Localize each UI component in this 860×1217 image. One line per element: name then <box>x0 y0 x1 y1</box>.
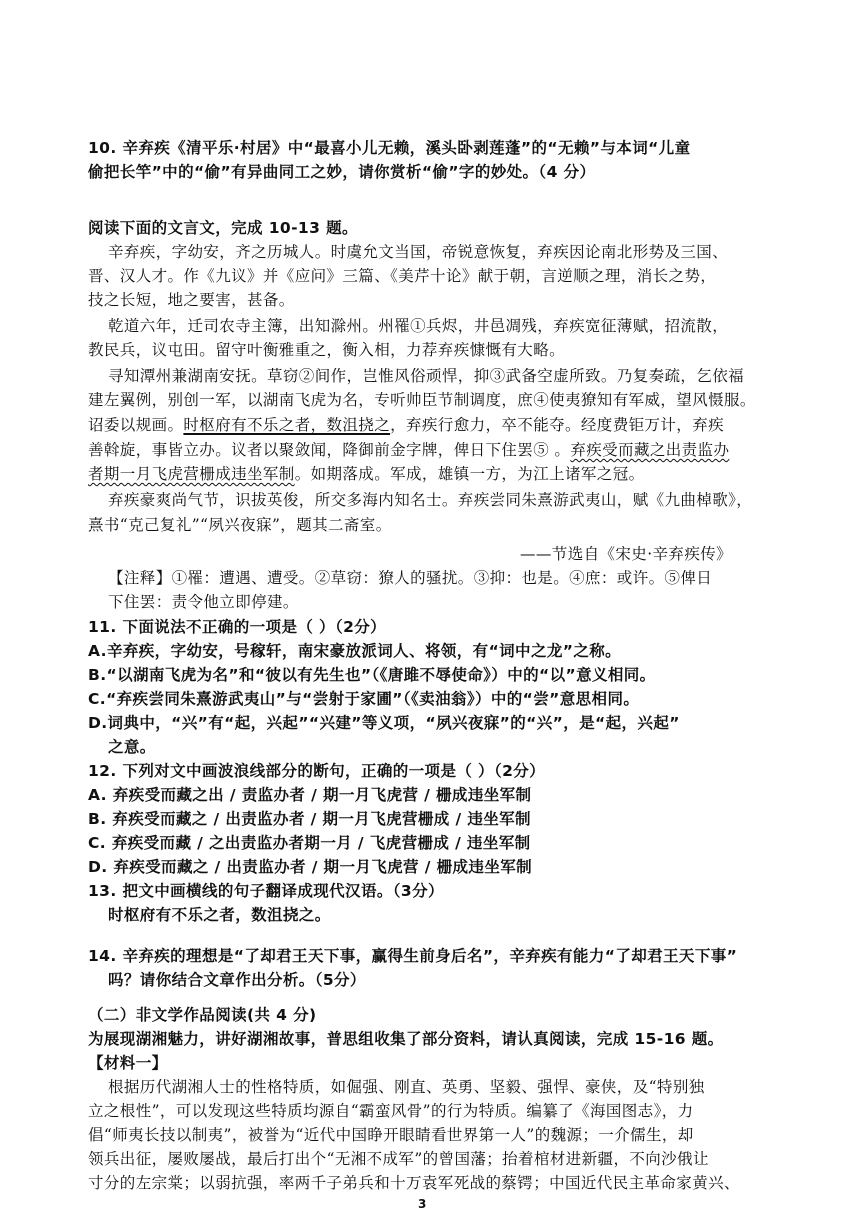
passage-p1-line1: 辛弃疾，字幼安，齐之历城人。时虞允文当国，帝锐意恢复，弃疾因论南北形势及三国、 <box>108 243 729 261</box>
underlined-sentence: 时枢府有不乐之者，数沮挠之 <box>183 416 391 434</box>
passage-p1-line2: 晋、汉人才。作《九议》并《应问》三篇、《美芹十论》献于朝，言逆顺之理，消长之势， <box>88 267 717 285</box>
section2-intro: 为展现湖湘魅力，讲好湖湘故事，普思组收集了部分资料，请认真阅读，完成 15-16 题。 <box>88 1030 724 1048</box>
q12-option-d: D. 弃疾受而藏之 / 出责监办者 / 期一月飞虎营 / 栅成违坐军制 <box>88 858 533 876</box>
q12-option-a: A. 弃疾受而藏之出 / 责监办者 / 期一月飞虎营 / 栅成违坐军制 <box>88 786 532 804</box>
passage-intro: 阅读下面的文言文，完成 10-13 题。 <box>88 219 358 237</box>
material-line-2: 立之根性”，可以发现这些特质均源自“霸蛮风骨”的行为特质。编纂了《海国图志》，力 <box>88 1102 694 1120</box>
page-number: 3 <box>418 1197 427 1211</box>
notes-line-1: 【注释】①罹：遭遇、遭受。②草窃：獠人的骚扰。③抑：也是。④庶：或许。⑤俾日 <box>108 569 713 587</box>
section2-heading: （二）非文学作品阅读(共 4 分) <box>88 1006 317 1024</box>
passage-p3-text: 。如期落成。军成，雄镇一方，为江上诸军之冠。 <box>294 465 645 483</box>
q11-stem: 11. 下面说法不正确的一项是（ ）（2分） <box>88 618 387 636</box>
passage-p4-line1: 弃疾豪爽尚气节，识拔英俊，所交多海内知名士。弃疾尝同朱熹游武夷山，赋《九曲棹歌》， <box>108 491 753 509</box>
passage-p3-text: ，弃疾行愈力，卒不能夺。经度费钜万计，弃疾 <box>390 416 725 434</box>
q12-option-c: C. 弃疾受而藏 / 之出责监办者期一月 / 飞虎营栅成 / 违坐军制 <box>88 834 531 852</box>
q11-option-d-line2: 之意。 <box>108 738 156 756</box>
material-line-1: 根据历代湖湘人士的性格特质，如倔强、刚直、英勇、坚毅、强悍、豪侠，及“特别独 <box>108 1078 705 1096</box>
passage-p4-line2: 熹书“克己复礼”“夙兴夜寐”，题其二斋室。 <box>88 516 392 534</box>
q10-line-2: 偷把长竿”中的“偷”有异曲同工之妙，请你赏析“偷”字的妙处。（4 分） <box>88 163 596 181</box>
passage-source: ——节选自《宋史·辛弃疾传》 <box>520 545 733 563</box>
passage-p3-line2: 建左翼例，别创一军，以湖南飞虎为名，专听帅臣节制调度，庶④使夷獠知有军威，望风慑服。 <box>88 391 756 409</box>
q10-line-1: 10. 辛弃疾《清平乐·村居》中“最喜小儿无赖，溪头卧剥莲蓬”的“无赖”与本词“儿童 <box>88 139 691 157</box>
wavy-underlined-sentence: 弃疾受而藏之出责监办 <box>570 441 730 459</box>
notes-line-2: 下住罢：责令他立即停建。 <box>108 593 299 611</box>
passage-p3-text: 善斡旋，事皆立办。议者以聚敛闻，降御前金字牌，俾日下住罢⑤ 。 <box>88 441 571 459</box>
material-one-label: 【材料一】 <box>88 1054 168 1072</box>
q13-sentence: 时枢府有不乐之者，数沮挠之。 <box>108 906 331 924</box>
passage-p3-line5 <box>88 464 645 484</box>
q11-option-d-line1: D.词典中，“兴”有“起，兴起”“兴建”等义项，“夙兴夜寐”的“兴”，是“起，兴起” <box>88 714 680 732</box>
passage-p1-line3: 技之长短，地之要害，甚备。 <box>88 291 295 309</box>
passage-p2-line2: 教民兵，议屯田。留守叶衡雅重之，衡入相，力荐弃疾慷慨有大略。 <box>88 341 566 359</box>
q14-line-1: 14. 辛弃疾的理想是“了却君王天下事，赢得生前身后名”，辛弃疾有能力“了却君王天下事” <box>88 947 738 965</box>
passage-p3-line4 <box>88 440 729 460</box>
q14-line-2: 吗？请你结合文章作出分析。（5分） <box>108 971 366 989</box>
passage-p2-line1: 乾道六年，迁司农寺主簿，出知滁州。州罹①兵烬，井邑凋残，弃疾宽征薄赋，招流散， <box>108 317 729 335</box>
passage-p3-text: 诏委以规画。 <box>88 416 184 434</box>
material-line-5: 寸分的左宗棠；以弱抗强，率两千子弟兵和十万袁军死战的蔡锷；中国近代民主革命家黄兴、 <box>88 1174 740 1192</box>
q11-option-b: B.“以湖南飞虎为名”和“彼以有先生也”（《唐雎不辱使命》）中的“以”意义相同。 <box>88 666 656 684</box>
q11-option-a: A.辛弃疾，字幼安，号稼轩，南宋豪放派词人、将领，有“词中之龙”之称。 <box>88 642 622 660</box>
q11-option-c: C.“弃疾尝同朱熹游武夷山”与“尝射于家圃”（《卖油翁》）中的“尝”意思相同。 <box>88 690 640 708</box>
q12-option-b: B. 弃疾受而藏之 / 出责监办者 / 期一月飞虎营栅成 / 违坐军制 <box>88 810 531 828</box>
q13-stem: 13. 把文中画横线的句子翻译成现代汉语。（3分） <box>88 882 444 900</box>
passage-p3-line1: 寻知潭州兼湖南安抚。草窃②间作，岂惟风俗顽悍，抑③武备空虚所致。乃复奏疏，乞依福 <box>108 367 745 385</box>
passage-p3-line3 <box>88 415 724 435</box>
q12-stem: 12. 下列对文中画波浪线部分的断句，正确的一项是（ ）（2分） <box>88 762 546 780</box>
material-line-3: 倡“师夷长技以制夷”，被誉为“近代中国睁开眼睛看世界第一人”的魏源；一介儒生，却 <box>88 1126 694 1144</box>
material-line-4: 领兵出征，屡败屡战，最后打出个“无湘不成军”的曾国藩；抬着棺材进新疆，不向沙俄让 <box>88 1150 709 1168</box>
wavy-underlined-sentence: 者期一月飞虎营栅成违坐军制 <box>88 465 295 483</box>
